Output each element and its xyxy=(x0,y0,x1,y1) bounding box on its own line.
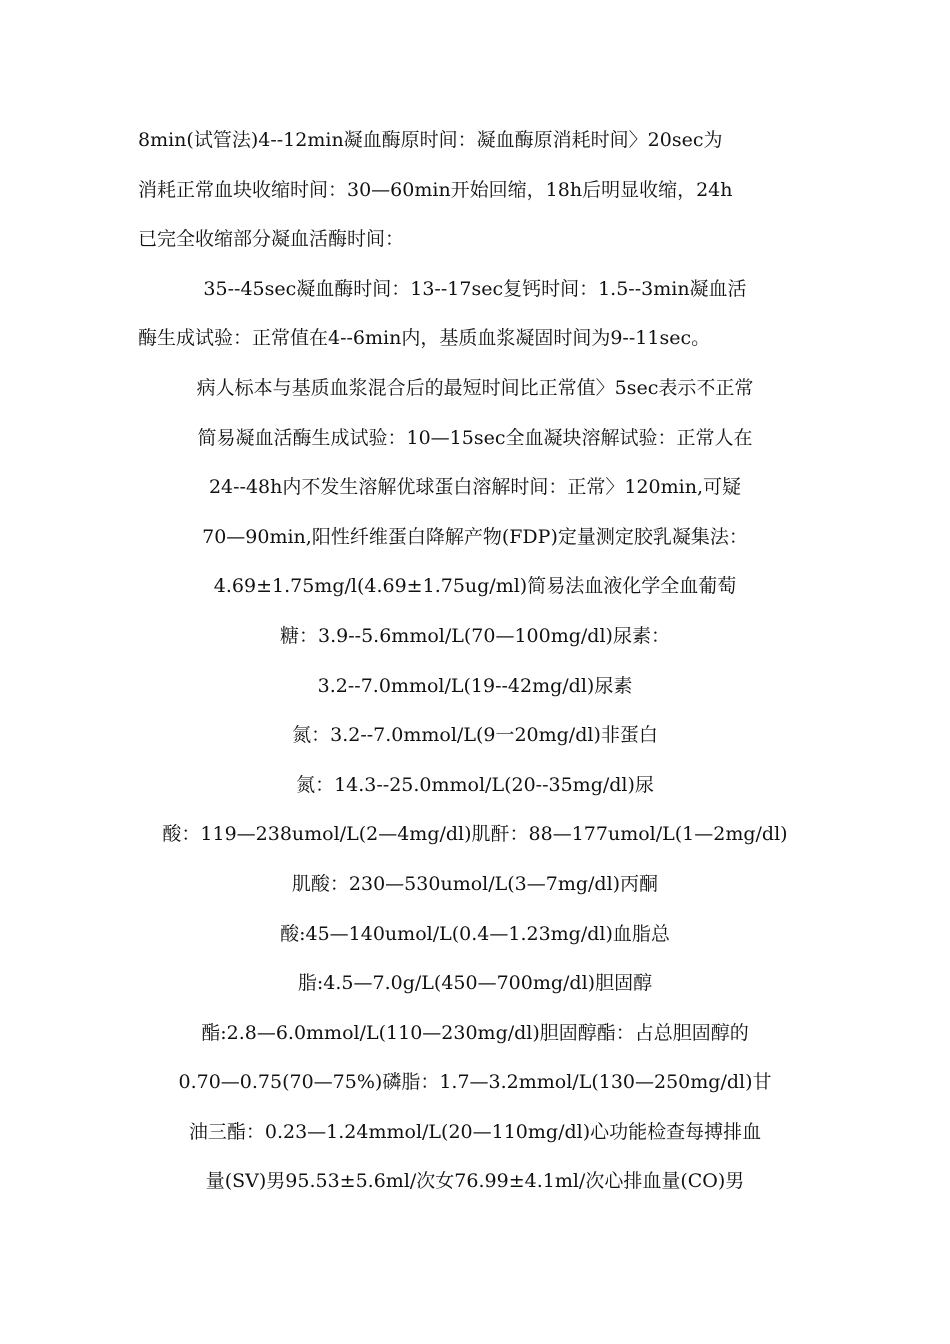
text-line: 0.70—0.75(70—75%)磷脂：1.7—3.2mmol/L(130—250mg/dl)甘 xyxy=(178,1071,772,1094)
text-line: 氮：3.2--7.0mmol/L(9一20mg/dl)非蛋白 xyxy=(292,724,658,747)
text-line: 70—90min,阳性纤维蛋白降解产物(FDP)定量测定胶乳凝集法： xyxy=(202,525,748,548)
text-line: 量(SV)男95.53±5.6ml/次女76.99±4.1ml/次心排血量(CO)男 xyxy=(205,1170,745,1193)
text-line: 消耗正常血块收缩时间：30—60min开始回缩，18h后明显收缩，24h xyxy=(138,178,733,201)
text-line: 糖：3.9--5.6mmol/L(70—100mg/dl)尿素： xyxy=(280,624,670,647)
text-line: 酸:45—140umol/L(0.4—1.23mg/dl)血脂总 xyxy=(280,922,670,945)
text-line: 酶生成试验：正常值在4--6min内，基质血浆凝固时间为9--11sec。 xyxy=(138,327,711,350)
text-line: 8min(试管法)4--12min凝血酶原时间：凝血酶原消耗时间〉20sec为 xyxy=(138,129,723,151)
text-line: 油三酯：0.23—1.24mmol/L(20—110mg/dl)心功能检查每搏排血 xyxy=(188,1120,762,1143)
text-line: 肌酸：230—530umol/L(3—7mg/dl)丙酮 xyxy=(291,872,659,895)
text-line: 简易凝血活酶生成试验：10—15sec全血凝块溶解试验：正常人在 xyxy=(197,426,753,449)
text-line: 4.69±1.75mg/l(4.69±1.75ug/ml)简易法血液化学全血葡萄 xyxy=(213,575,737,598)
text-line: 24--48h内不发生溶解优球蛋白溶解时间：正常〉120min,可疑 xyxy=(208,476,742,499)
text-line: 氮：14.3--25.0mmol/L(20--35mg/dl)尿 xyxy=(296,773,654,796)
text-line: 35--45sec凝血酶时间：13--17sec复钙时间：1.5--3min凝血活 xyxy=(203,277,747,300)
text-line: 已完全收缩部分凝血活酶时间： xyxy=(138,228,405,251)
text-line: 酸：119—238umol/L(2—4mg/dl)肌酐：88—177umol/L(1—2mg/dl) xyxy=(162,823,788,846)
body-text xyxy=(130,116,820,1207)
text-line: 脂:4.5—7.0g/L(450—700mg/dl)胆固醇 xyxy=(297,972,653,995)
text-line: 3.2--7.0mmol/L(19--42mg/dl)尿素 xyxy=(317,674,633,697)
text-line: 酯:2.8—6.0mmol/L(110—230mg/dl)胆固醇酯：占总胆固醇的 xyxy=(201,1021,749,1044)
text-line: 病人标本与基质血浆混合后的最短时间比正常值〉5sec表示不正常 xyxy=(196,376,754,399)
